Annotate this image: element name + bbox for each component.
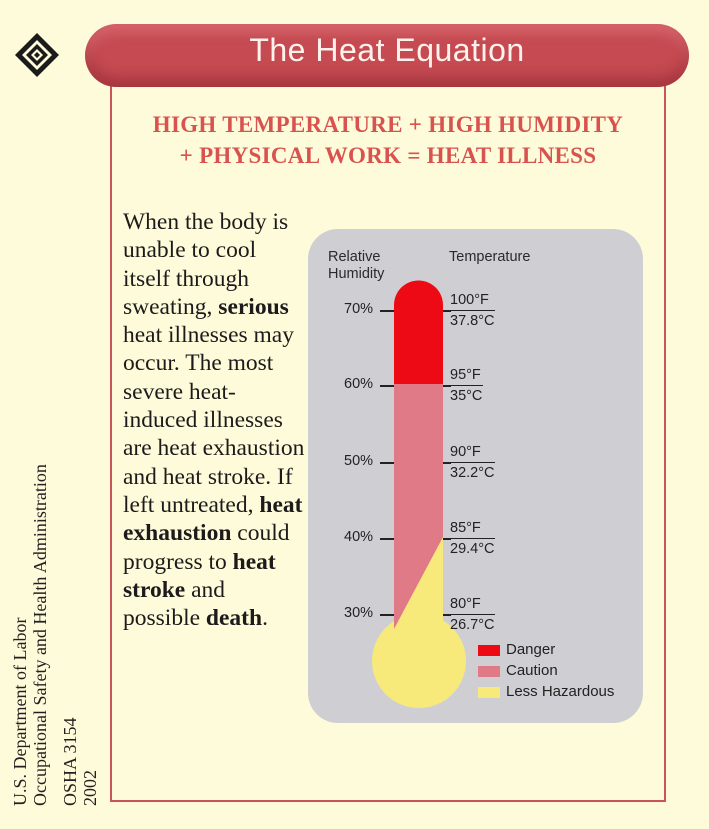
sidebar-agency: Occupational Safety and Health Administration bbox=[30, 464, 50, 806]
temperature-fahrenheit: 100°F bbox=[450, 290, 495, 311]
humidity-tick-label: 40% bbox=[344, 529, 374, 545]
humidity-tick-mark bbox=[380, 462, 394, 464]
temperature-celsius: 26.7°C bbox=[450, 617, 495, 633]
temperature-fahrenheit: 80°F bbox=[450, 594, 495, 615]
body-text-5: . bbox=[262, 605, 268, 632]
temperature-axis-label: Temperature bbox=[449, 249, 531, 265]
humidity-tick-label: 50% bbox=[344, 453, 374, 469]
temperature-celsius: 35°C bbox=[450, 388, 483, 404]
equation-line-2: + PHYSICAL WORK = HEAT ILLNESS bbox=[179, 143, 597, 168]
temperature-tick-label bbox=[450, 290, 495, 331]
temperature-fahrenheit: 90°F bbox=[450, 442, 495, 463]
humidity-tick-mark bbox=[380, 385, 394, 387]
temperature-fahrenheit: 85°F bbox=[450, 518, 495, 539]
body-bold-death: death bbox=[205, 605, 263, 632]
body-text-3: could progress to bbox=[123, 520, 290, 575]
body-bold-heat-exhaustion: heat exhaustion bbox=[123, 491, 303, 547]
temperature-fahrenheit: 95°F bbox=[450, 365, 483, 386]
body-text-1: When the body is unable to cool itself through sweating, bbox=[123, 209, 289, 320]
legend-swatch-caution bbox=[478, 666, 500, 677]
legend-label-danger: Danger bbox=[506, 641, 556, 658]
temperature-celsius: 32.2°C bbox=[450, 465, 495, 481]
thermometer-chart bbox=[308, 229, 643, 723]
temperature-tick-label bbox=[450, 365, 483, 406]
body-text-4: and possible bbox=[123, 576, 226, 632]
body-bold-heat-stroke: heat stroke bbox=[123, 548, 276, 603]
humidity-tick-mark bbox=[380, 614, 394, 616]
temperature-tick-label bbox=[450, 594, 495, 635]
humidity-tick-mark bbox=[380, 538, 394, 540]
sidebar-publication-code: OSHA 3154 bbox=[60, 717, 80, 806]
humidity-tick-label: 70% bbox=[344, 301, 374, 317]
title-banner bbox=[85, 24, 689, 87]
legend-label-caution: Caution bbox=[506, 662, 558, 679]
humidity-axis-label-line-1: Relative bbox=[328, 249, 381, 265]
legend-swatch-less-hazardous bbox=[478, 687, 500, 698]
humidity-tick-label: 60% bbox=[344, 376, 374, 392]
humidity-tick-mark bbox=[380, 310, 394, 312]
temperature-celsius: 29.4°C bbox=[450, 541, 495, 557]
body-text-2: heat illnesses may occur. The most severe heat-induced illnesses are heat exhaustion and heat stroke. If left untreated, bbox=[123, 322, 305, 518]
humidity-tick-label: 30% bbox=[344, 605, 374, 621]
body-bold-serious: serious bbox=[218, 293, 289, 320]
temperature-tick-label bbox=[450, 442, 495, 483]
sidebar-department: U.S. Department of Labor bbox=[10, 617, 30, 806]
body-paragraph bbox=[123, 208, 305, 632]
temperature-celsius: 37.8°C bbox=[450, 313, 495, 329]
osha-logo-icon bbox=[14, 32, 60, 78]
equation-line-1: HIGH TEMPERATURE + HIGH HUMIDITY bbox=[152, 112, 624, 137]
page-title: The Heat Equation bbox=[249, 32, 525, 68]
temperature-tick-label bbox=[450, 518, 495, 559]
humidity-axis-label-line-2: Humidity bbox=[328, 266, 385, 282]
danger-zone bbox=[394, 281, 443, 384]
sidebar-year: 2002 bbox=[80, 770, 100, 806]
legend-swatch-danger bbox=[478, 645, 500, 656]
legend-label-less-hazardous: Less Hazardous bbox=[506, 683, 615, 700]
